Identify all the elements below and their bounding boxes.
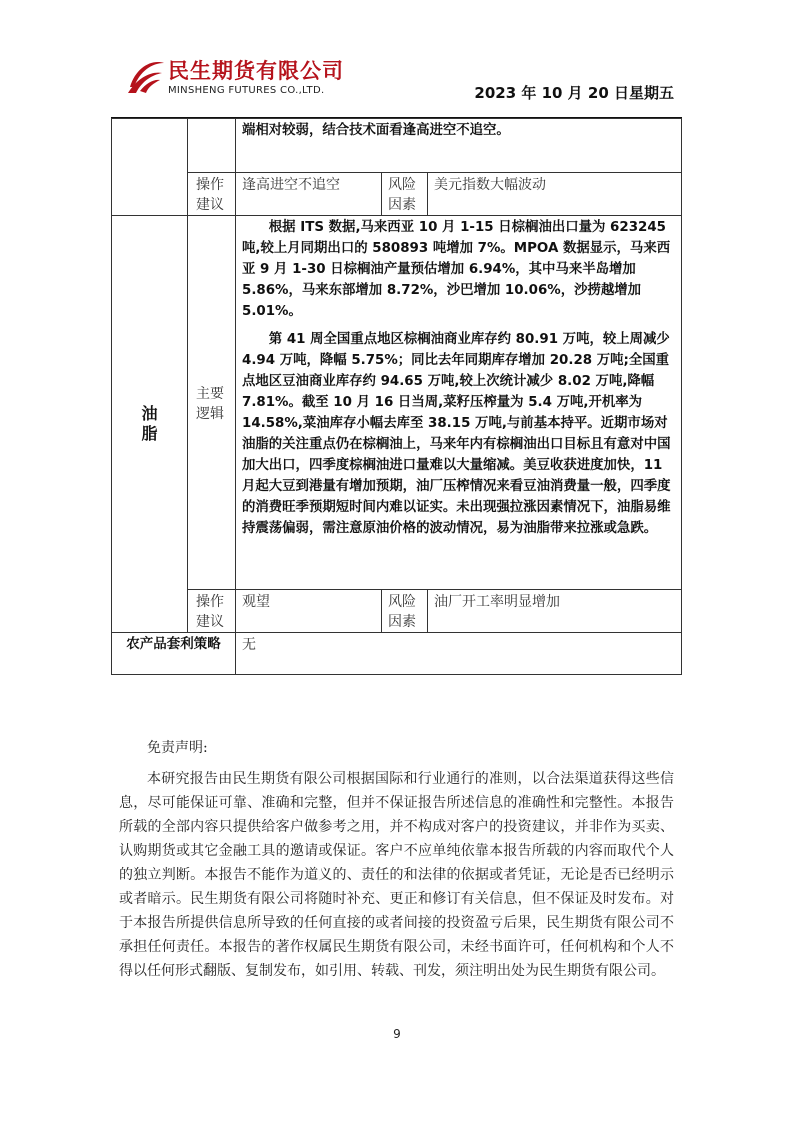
strategy-table (111, 118, 682, 675)
prev-category-cell (112, 119, 188, 216)
swoosh-logo-icon (126, 57, 166, 95)
logic-paragraph-1: 根据 ITS 数据,马来西亚 10 月 1-15 日棕榈油出口量为 623245 吨,较上月同期出口的 580893 吨增加 7%。MPOA 数据显示，马来西亚 9 月 1-30 日棕榈油产量预估增加 6.94%，其中马来半岛增加 5.86%，马来东部增加 8.72%，沙巴增加 10.06%，沙捞越增加 5.01%。 (242, 220, 671, 319)
risk-label: 风险因素 (382, 590, 428, 633)
report-date: 2023 年 10 月 20 日星期五 (474, 84, 674, 102)
empty-label-cell (188, 119, 236, 173)
arbitrage-label: 农产品套利策略 (112, 633, 236, 675)
table-row (112, 633, 682, 675)
category-label: 油脂 (141, 404, 158, 443)
risk-label: 风险因素 (382, 173, 428, 216)
disclaimer (119, 736, 674, 983)
logic-paragraph-2: 第 41 周全国重点地区棕榈油商业库存约 80.91 万吨，较上周减少 4.94 万吨，降幅 5.75%；同比去年同期库存增加 20.28 万吨;全国重点地区豆油商业库存约 94.65 万吨,较上次统计减少 8.02 万吨,降幅 7.81%。截至 10 月 16 日当周,菜籽压榨量为 5.4 万吨,开机率为 14.58%,菜油库存小幅去库至 38.15 万吨,与前基本持平。近期市场对油脂的关注重点仍在棕榈油上，马来年内有棕榈油出口目标且有意对中国加大出口，四季度棕榈油进口量难以大量缩减。美豆收获进度加快，11 月起大豆到港量有增加预期，油厂压榨情况来看豆油消费量一般，四季度的消费旺季预期短时间内难以证实。未出现强拉涨因素情况下，油脂易维持震荡偏弱，需注意原油价格的波动情况，易为油脂带来拉涨或急跌。 (242, 332, 671, 536)
category-oils (112, 216, 188, 633)
op-advice-label: 操作建议 (188, 590, 236, 633)
continued-text: 端相对较弱，结合技术面看逢高进空不追空。 (242, 123, 510, 138)
table-row (112, 119, 682, 173)
disclaimer-body: 本研究报告由民生期货有限公司根据国际和行业通行的准则，以合法渠道获得这些信息，尽可能保证可靠、准确和完整，但并不保证报告所述信息的准确性和完整性。本报告所载的全部内容只提供给客户做参考之用，并不构成对客户的投资建议，并非作为买卖、认购期货或其它金融工具的邀请或保证。客户不应单纯依靠本报告所载的内容而取代个人的独立判断。本报告不能作为道义的、责任的和法律的依据或者凭证，无论是否已经明示或者暗示。民生期货有限公司将随时补充、更正和修订有关信息，但不保证及时发布。对于本报告所提供信息所导致的任何直接的或者间接的投资盈亏后果，民生期货有限公司不承担任何责任。本报告的著作权属民生期货有限公司，未经书面许可，任何机构和个人不得以任何形式翻版、复制发布，如引用、转载、刊发，须注明出处为民生期货有限公司。 (119, 771, 674, 979)
prev-logic-continued (236, 119, 682, 173)
op-advice-value: 观望 (236, 590, 382, 633)
company-name-en: MINSHENG FUTURES CO.,LTD. (168, 85, 325, 96)
page-number: 9 (393, 1027, 401, 1041)
table-row (112, 216, 682, 590)
main-logic-label: 主要逻辑 (188, 216, 236, 590)
table-row (112, 590, 682, 633)
disclaimer-heading: 免责声明: (147, 740, 208, 756)
company-name-cn: 民生期货有限公司 (168, 59, 344, 83)
table-row (112, 173, 682, 216)
risk-value: 油厂开工率明显增加 (428, 590, 682, 633)
main-logic-text (236, 216, 682, 590)
company-logo (126, 55, 366, 105)
risk-value: 美元指数大幅波动 (428, 173, 682, 216)
arbitrage-value: 无 (236, 633, 682, 675)
op-advice-value: 逢高进空不追空 (236, 173, 382, 216)
op-advice-label: 操作建议 (188, 173, 236, 216)
